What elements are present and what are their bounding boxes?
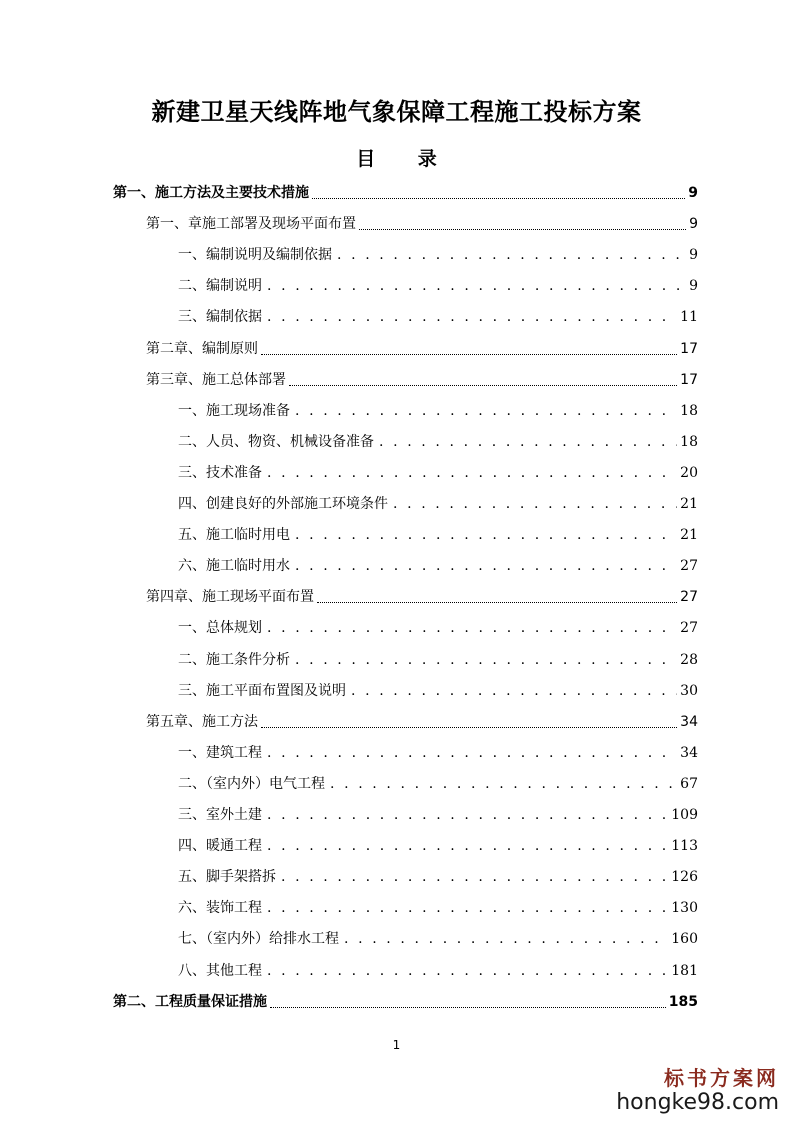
toc-entry-page: 9: [689, 216, 698, 232]
toc-heading: 目 录: [356, 148, 455, 170]
toc-entry[interactable]: [178, 304, 698, 326]
toc-entry-page: 34: [680, 714, 698, 730]
toc-entry-page: 9: [689, 247, 698, 263]
toc-entry-page: 30: [680, 683, 698, 699]
toc-entry[interactable]: [178, 491, 698, 513]
toc-entry-page: 21: [680, 527, 698, 543]
toc-entry[interactable]: [178, 242, 698, 264]
toc-entry-label: 二、编制说明: [178, 278, 262, 294]
toc-entry-label: 第二、工程质量保证措施: [113, 994, 267, 1010]
toc-entry-label: 二、（室内外）电气工程: [178, 776, 325, 792]
toc-entry[interactable]: [146, 336, 698, 358]
toc-leader-dots: [377, 433, 677, 451]
toc-entry[interactable]: [178, 802, 698, 824]
watermark-text: 标书方案网: [664, 1066, 779, 1090]
toc-entry[interactable]: [178, 833, 698, 855]
toc-entry-page: 18: [680, 403, 698, 419]
toc-entry-page: 27: [680, 558, 698, 574]
toc-entry[interactable]: [178, 615, 698, 637]
toc-entry-label: 一、建筑工程: [178, 745, 262, 761]
toc-entry-page: 34: [680, 745, 698, 761]
toc-entry-page: 27: [680, 589, 698, 605]
toc-entry[interactable]: [113, 180, 698, 202]
toc-entry[interactable]: [113, 989, 698, 1011]
toc-leader-dots: [293, 526, 677, 544]
toc-entry-label: 二、人员、物资、机械设备准备: [178, 434, 374, 450]
toc-entry-label: 第三章、施工总体部署: [146, 372, 286, 388]
toc-leader-dots: [270, 993, 666, 1011]
toc-entry[interactable]: [178, 958, 698, 980]
toc-entry-label: 六、施工临时用水: [178, 558, 290, 574]
toc-entry-page: 21: [680, 496, 698, 512]
toc-entry-label: 五、脚手架搭拆: [178, 869, 276, 885]
toc-entry-page: 28: [680, 652, 698, 668]
toc-entry-label: 六、装饰工程: [178, 900, 262, 916]
toc-leader-dots: [312, 184, 685, 202]
toc-leader-dots: [342, 930, 668, 948]
toc-entry[interactable]: [178, 553, 698, 575]
toc-leader-dots: [265, 464, 677, 482]
toc-leader-dots: [293, 402, 677, 420]
toc-entry[interactable]: [178, 398, 698, 420]
toc-entry-label: 三、技术准备: [178, 465, 262, 481]
toc-entry[interactable]: [178, 678, 698, 700]
watermark-url: hongke98.com: [616, 1090, 779, 1115]
toc-entry[interactable]: [178, 771, 698, 793]
toc-entry-label: 第一、施工方法及主要技术措施: [113, 185, 309, 201]
toc-leader-dots: [261, 340, 677, 358]
toc-entry-page: 9: [688, 185, 698, 201]
toc-entry-page: 126: [671, 869, 698, 885]
toc-entry[interactable]: [146, 584, 698, 606]
toc-entry-page: 160: [671, 931, 698, 947]
toc-entry-label: 第四章、施工现场平面布置: [146, 589, 314, 605]
toc-leader-dots: [293, 557, 677, 575]
toc-entry-label: 一、施工现场准备: [178, 403, 290, 419]
toc-entry-page: 20: [680, 465, 698, 481]
toc-leader-dots: [328, 775, 677, 793]
watermark-logo: [616, 1066, 779, 1116]
toc-leader-dots: [261, 713, 677, 731]
toc-entry-label: 三、室外土建: [178, 807, 262, 823]
toc-entry-label: 三、编制依据: [178, 309, 262, 325]
toc-leader-dots: [265, 619, 677, 637]
toc-entry-page: 17: [680, 341, 698, 357]
toc-entry-label: 二、施工条件分析: [178, 652, 290, 668]
toc-leader-dots: [293, 651, 677, 669]
toc-entry-label: 一、总体规划: [178, 620, 262, 636]
toc-entry[interactable]: [146, 211, 698, 233]
toc-leader-dots: [265, 899, 668, 917]
toc-entry[interactable]: [178, 647, 698, 669]
toc-entry[interactable]: [178, 429, 698, 451]
toc-entry-label: 五、施工临时用电: [178, 527, 290, 543]
toc-entry-page: 181: [671, 963, 698, 979]
toc-entry-page: 27: [680, 620, 698, 636]
toc-entry-label: 三、施工平面布置图及说明: [178, 683, 346, 699]
toc-entry-label: 第五章、施工方法: [146, 714, 258, 730]
toc-entry[interactable]: [178, 522, 698, 544]
toc-entry[interactable]: [178, 740, 698, 762]
toc-entry[interactable]: [146, 367, 698, 389]
toc-entry-label: 第一、章施工部署及现场平面布置: [146, 216, 356, 232]
toc-leader-dots: [265, 308, 677, 326]
toc-entry[interactable]: [178, 895, 698, 917]
toc-entry-page: 67: [680, 776, 698, 792]
toc-entry[interactable]: [178, 460, 698, 482]
toc-entry-label: 七、（室内外）给排水工程: [178, 931, 339, 947]
toc-entry-page: 185: [668, 994, 698, 1010]
toc-entry-page: 113: [671, 838, 698, 854]
toc-entry[interactable]: [178, 864, 698, 886]
toc-leader-dots: [265, 837, 668, 855]
toc-entry-page: 11: [680, 309, 698, 325]
toc-leader-dots: [265, 806, 668, 824]
toc-entry-page: 130: [671, 900, 698, 916]
toc-leader-dots: [265, 744, 677, 762]
toc-entry-page: 9: [689, 278, 698, 294]
toc-entry-label: 四、暖通工程: [178, 838, 262, 854]
toc-leader-dots: [359, 215, 686, 233]
toc-entry-page: 17: [680, 372, 698, 388]
document-title: 新建卫星天线阵地气象保障工程施工投标方案: [151, 98, 642, 126]
toc-entry-label: 八、其他工程: [178, 963, 262, 979]
toc-entry[interactable]: [178, 273, 698, 295]
toc-leader-dots: [279, 868, 668, 886]
toc-leader-dots: [265, 277, 686, 295]
toc-entry[interactable]: [146, 709, 698, 731]
toc-entry-label: 一、编制说明及编制依据: [178, 247, 332, 263]
toc-entry-page: 18: [680, 434, 698, 450]
toc-leader-dots: [289, 371, 677, 389]
toc-entry-label: 四、创建良好的外部施工环境条件: [178, 496, 388, 512]
toc-entry[interactable]: [178, 926, 698, 948]
toc-leader-dots: [349, 682, 677, 700]
toc-leader-dots: [265, 962, 668, 980]
toc-leader-dots: [335, 246, 686, 264]
toc-entry-label: 第二章、编制原则: [146, 341, 258, 357]
toc-entry-page: 109: [671, 807, 698, 823]
page-number: 1: [392, 1038, 401, 1052]
toc-leader-dots: [317, 588, 677, 606]
toc-leader-dots: [391, 495, 677, 513]
